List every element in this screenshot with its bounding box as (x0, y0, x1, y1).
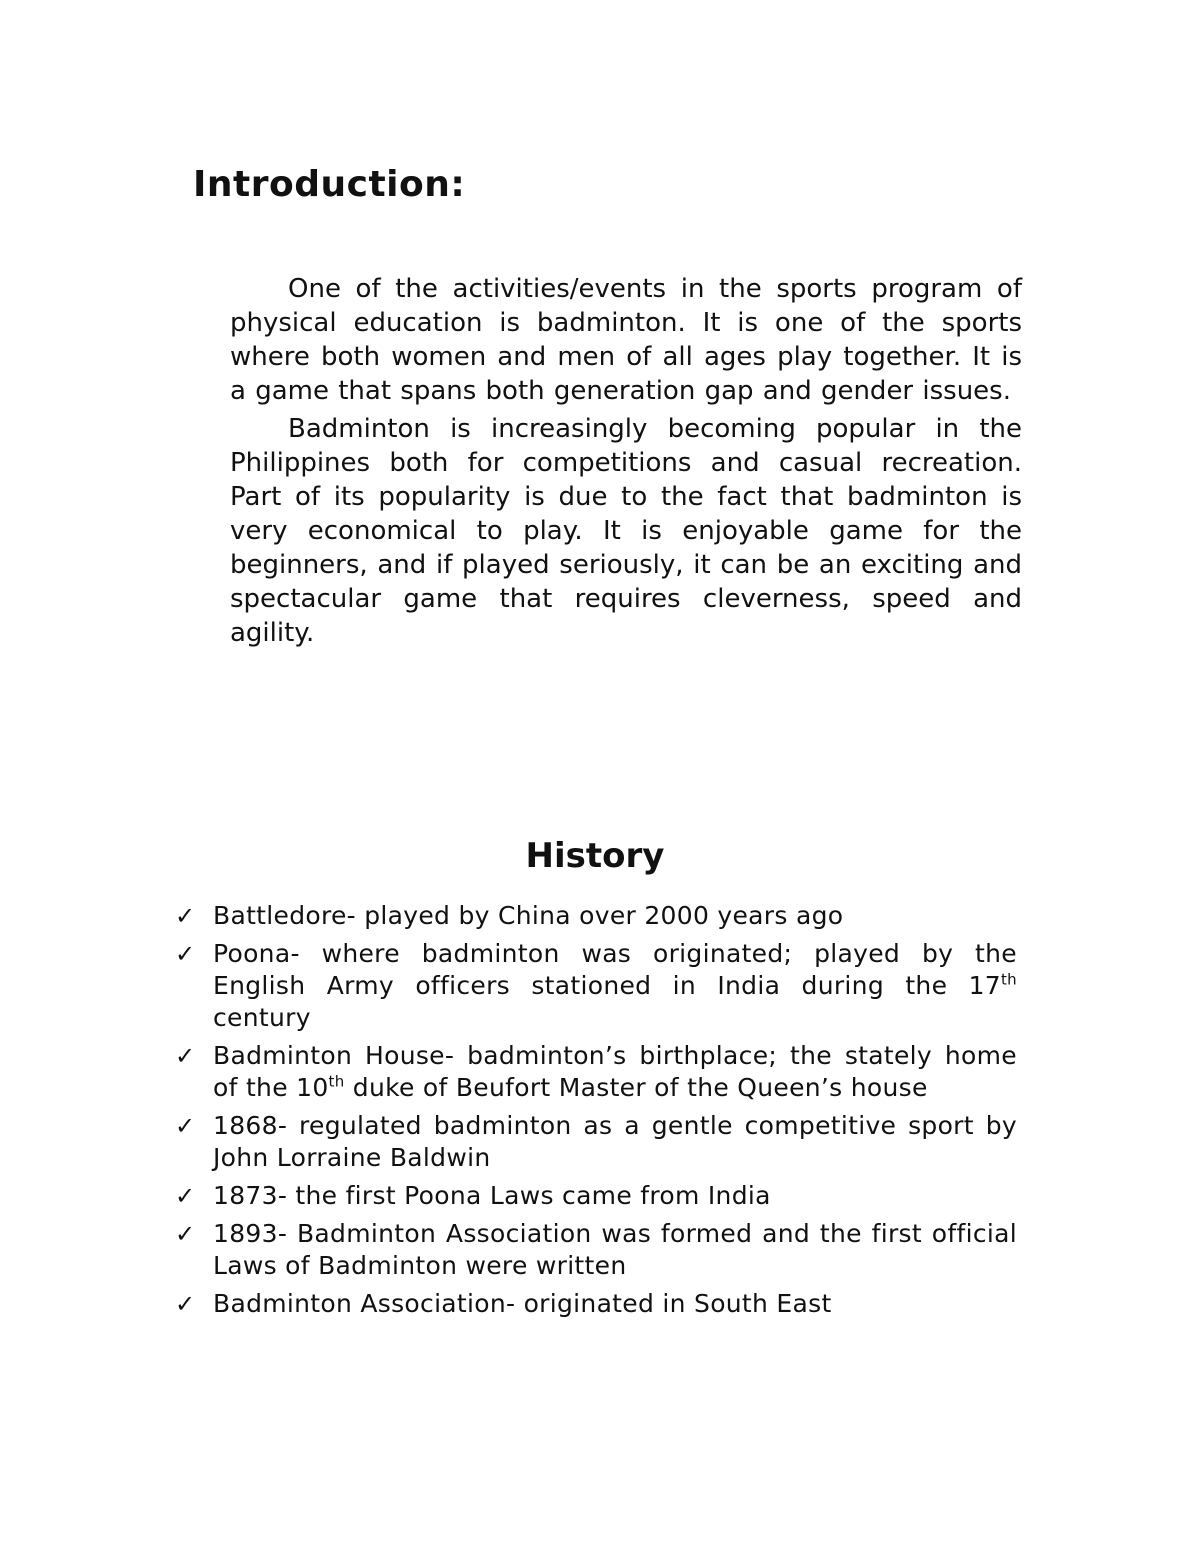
history-heading: History (525, 836, 665, 876)
checkmark-icon: ✓ (175, 1112, 196, 1140)
history-list-item (175, 1040, 1017, 1104)
introduction-body (230, 272, 1022, 654)
checkmark-icon: ✓ (175, 902, 196, 930)
history-list-item (175, 1288, 1017, 1320)
introduction-heading: Introduction: (193, 164, 466, 205)
history-list (175, 900, 1017, 1326)
history-item-text: Badminton Association- originated in South East (213, 1289, 832, 1318)
ordinal-suffix: th (1001, 970, 1017, 989)
checkmark-icon: ✓ (175, 940, 196, 968)
history-item-text (213, 938, 1017, 1034)
history-list-item (175, 1218, 1017, 1282)
history-item-text-part: Badminton House- badminton’s birthplace; the stately home of the 10 (213, 1041, 1017, 1102)
history-item-text (213, 1040, 1017, 1104)
history-list-item (175, 1180, 1017, 1212)
introduction-paragraph: Badminton is increasingly becoming popular in the Philippines both for competitions and casual recreation. Part of its popularity is due to the fact that badminton is very economical to play. It is enjoyable game for the beginners, and if played seriously, it can be an exciting and spectacular game that requires cleverness, speed and agility. (230, 414, 1022, 648)
history-item-text-part: Poona- where badminton was originated; played by the English Army officers stationed in India during the 17 (213, 939, 1017, 1000)
history-list-item (175, 938, 1017, 1034)
history-item-text: Battledore- played by China over 2000 years ago (213, 901, 844, 930)
history-item-text: 1873- the first Poona Laws came from India (213, 1181, 771, 1210)
checkmark-icon: ✓ (175, 1220, 196, 1248)
history-item-text: 1868- regulated badminton as a gentle competitive sport by John Lorraine Baldwin (213, 1111, 1017, 1172)
checkmark-icon: ✓ (175, 1182, 196, 1210)
history-list-item (175, 1110, 1017, 1174)
introduction-paragraph: One of the activities/events in the sports program of physical education is badminton. It is one of the sports where both women and men of all ages play together. It is a game that spans both generation gap and gender issues. (230, 274, 1022, 406)
history-item-text-part: duke of Beufort Master of the Queen’s house (344, 1073, 928, 1102)
history-list-item (175, 900, 1017, 932)
ordinal-suffix: th (328, 1072, 345, 1091)
history-item-text-part: century (213, 1003, 311, 1032)
checkmark-icon: ✓ (175, 1290, 196, 1318)
checkmark-icon: ✓ (175, 1042, 196, 1070)
history-item-text: 1893- Badminton Association was formed and the first official Laws of Badminton were written (213, 1219, 1017, 1280)
